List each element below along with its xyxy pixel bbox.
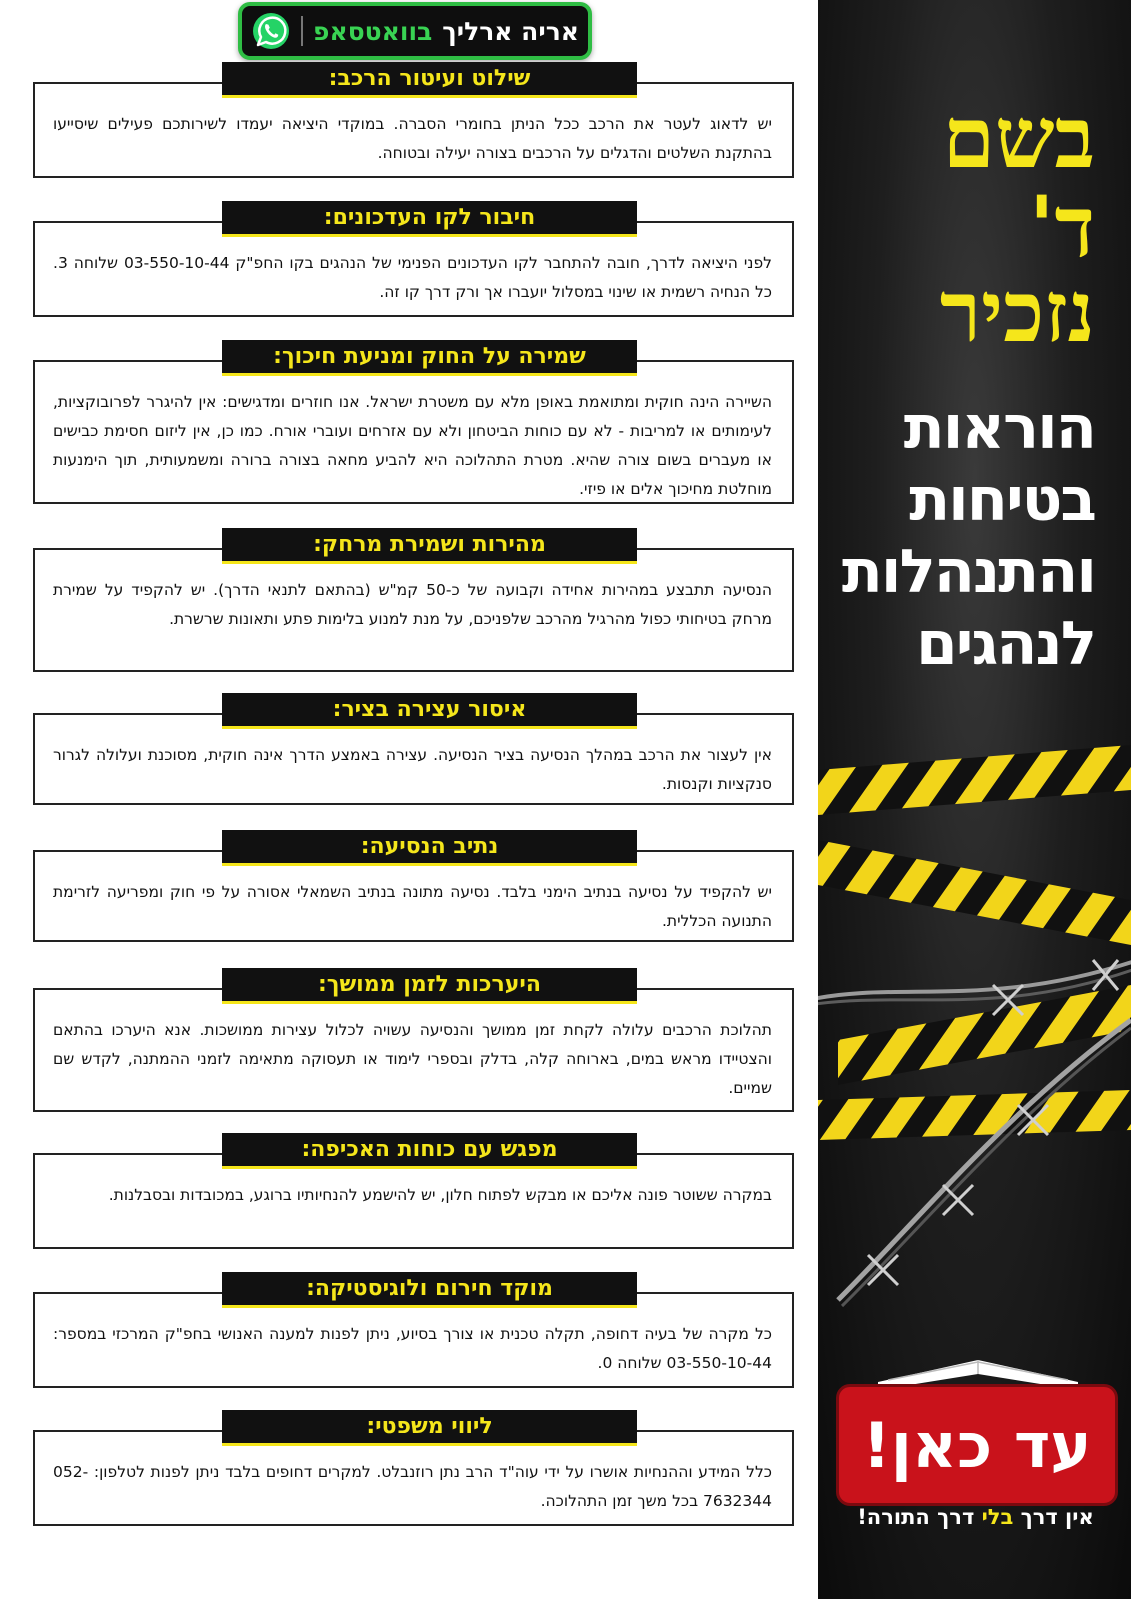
section-text: השיירה הינה חוקית ומתואמת באופן מלא עם משטרת ישראל. אנו חוזרים ומדגישים: אין להיגרר לפרובוקציות, לעימותים או למריבות - לא עם כוחות הביטחון ולא עם אזרחים ועוברי אורח. כמו כן, אין ליזום חסימת כבישים או מעברים בשום צורה שהיא. מטרת התהלוכה היא להביע מחאה בצורה ברורה ומשמעותית, תוך הימנעות מוחלטת מחיכוך אלים או פיזי. (53, 393, 772, 498)
whatsapp-badge[interactable] (238, 2, 592, 60)
badge-divider (301, 16, 303, 46)
logo-slogan (820, 1505, 1131, 1529)
banner-line-2: ד' (1028, 177, 1095, 276)
section-text: יש לדאוג לעטר את הרכב ככל הניתן בחומרי הסברה. במוקדי היציאה יעמדו לשירותכם פעילים שיסייעו בהתקנת השלטים והדגלים על הרכבים בצורה יעילה ובטוחה. (53, 115, 772, 162)
banner-line-1: בשם (942, 88, 1095, 187)
section-title: מפגש עם כוחות האכיפה: (222, 1133, 637, 1169)
banner-line-6: והתנהלות (841, 537, 1095, 607)
section-title: חיבור לקו העדכונים: (222, 201, 637, 237)
section-title: היערכות לזמן ממושך: (222, 968, 637, 1004)
section-box (33, 360, 794, 504)
section-box (33, 988, 794, 1112)
section-text: יש להקפיד על נסיעה בנתיב הימני בלבד. נסיעה מתונה בנתיב השמאלי אסורה על פי חוק ומפריעה לזרימת התנועה הכללית. (53, 883, 772, 930)
whatsapp-app-label: בוואטסאפ (313, 16, 433, 46)
slogan-start: אין דרך (1020, 1505, 1094, 1529)
section-text: אין לעצור את הרכב במהלך הנסיעה בציר הנסיעה. עצירה באמצע הדרך אינה חוקית, מסוכנת ועלולה לגרור סנקציות וקנסות. (53, 746, 772, 793)
section-text: תהלוכת הרכבים עלולה לקחת זמן ממושך והנסיעה עשויה לכלול עצירות ממושכות. אנא היערכו בהתאם והצטיידו מראש במים, בארוחה קלה, בדלק ובספרי לימוד או תעסוקה מתאימה לזמני ההמתנה, לקדש שם שמיים. (53, 1021, 772, 1097)
logo-text: עד כאן! (862, 1408, 1092, 1482)
section-title: שמירה על החוק ומניעת חיכוך: (222, 340, 637, 376)
contact-name: אריה ארליך (442, 16, 579, 46)
section-title: נתיב הנסיעה: (222, 830, 637, 866)
section-title: מהירות ושמירת מרחק: (222, 528, 637, 564)
campaign-logo (836, 1384, 1118, 1506)
banner-line-3: נזכיר (939, 262, 1095, 361)
section-title: ליווי משפטי: (222, 1410, 637, 1446)
banner-line-5: בטיחות (909, 465, 1095, 535)
slogan-accent: בלי (981, 1505, 1014, 1529)
banner-line-7: לנהגים (916, 609, 1095, 679)
section-box (33, 548, 794, 672)
section-text: במקרה ששוטר פונה אליכם או מבקש לפתוח חלון, יש להישמע להנחיותיו ברוגע, במכובדות ובסבלנות. (108, 1186, 772, 1204)
section-title: איסור עצירה בציר: (222, 693, 637, 729)
whatsapp-icon (251, 11, 291, 51)
section-text: לפני היציאה לדרך, חובה להתחבר לקו העדכונים הפנימי של הנהגים בקו החפ"ק 03-550-10-44 שלוחה 3. כל הנחיה רשמית או שינוי במסלול יועברו אך ורק דרך קו זה. (53, 254, 772, 301)
section-text: הנסיעה תתבצע במהירות אחידה וקבועה של כ-50 קמ"ש (בהתאם לתנאי הדרך). יש להקפיד על שמירת מרחק בטיחותי כפול מהרגיל מהרכב שלפניכם, על מנת למנוע בלימות פתע ותאונות שרשרת. (53, 581, 773, 628)
slogan-end: דרך התורה! (857, 1505, 975, 1529)
section-text: כל מקרה של בעיה דחופה, תקלה טכנית או צורך בסיוע, ניתן לפנות למענה האנושי בחפ"ק המרכזי במספר: 03-550-10-44 שלוחה 0. (53, 1325, 772, 1372)
section-text: כלל המידע וההנחיות אושרו על ידי עוה"ד הרב נתן רוזנבלט. למקרים דחופים בלבד ניתן לפנות לטלפון: 052-7632344 בכל משך זמן התהלוכה. (53, 1463, 772, 1510)
section-title: שילוט ועיטור הרכב: (222, 62, 637, 98)
banner-line-4: הוראות (903, 393, 1095, 463)
section-title: מוקד חירום ולוגיסטיקה: (222, 1272, 637, 1308)
